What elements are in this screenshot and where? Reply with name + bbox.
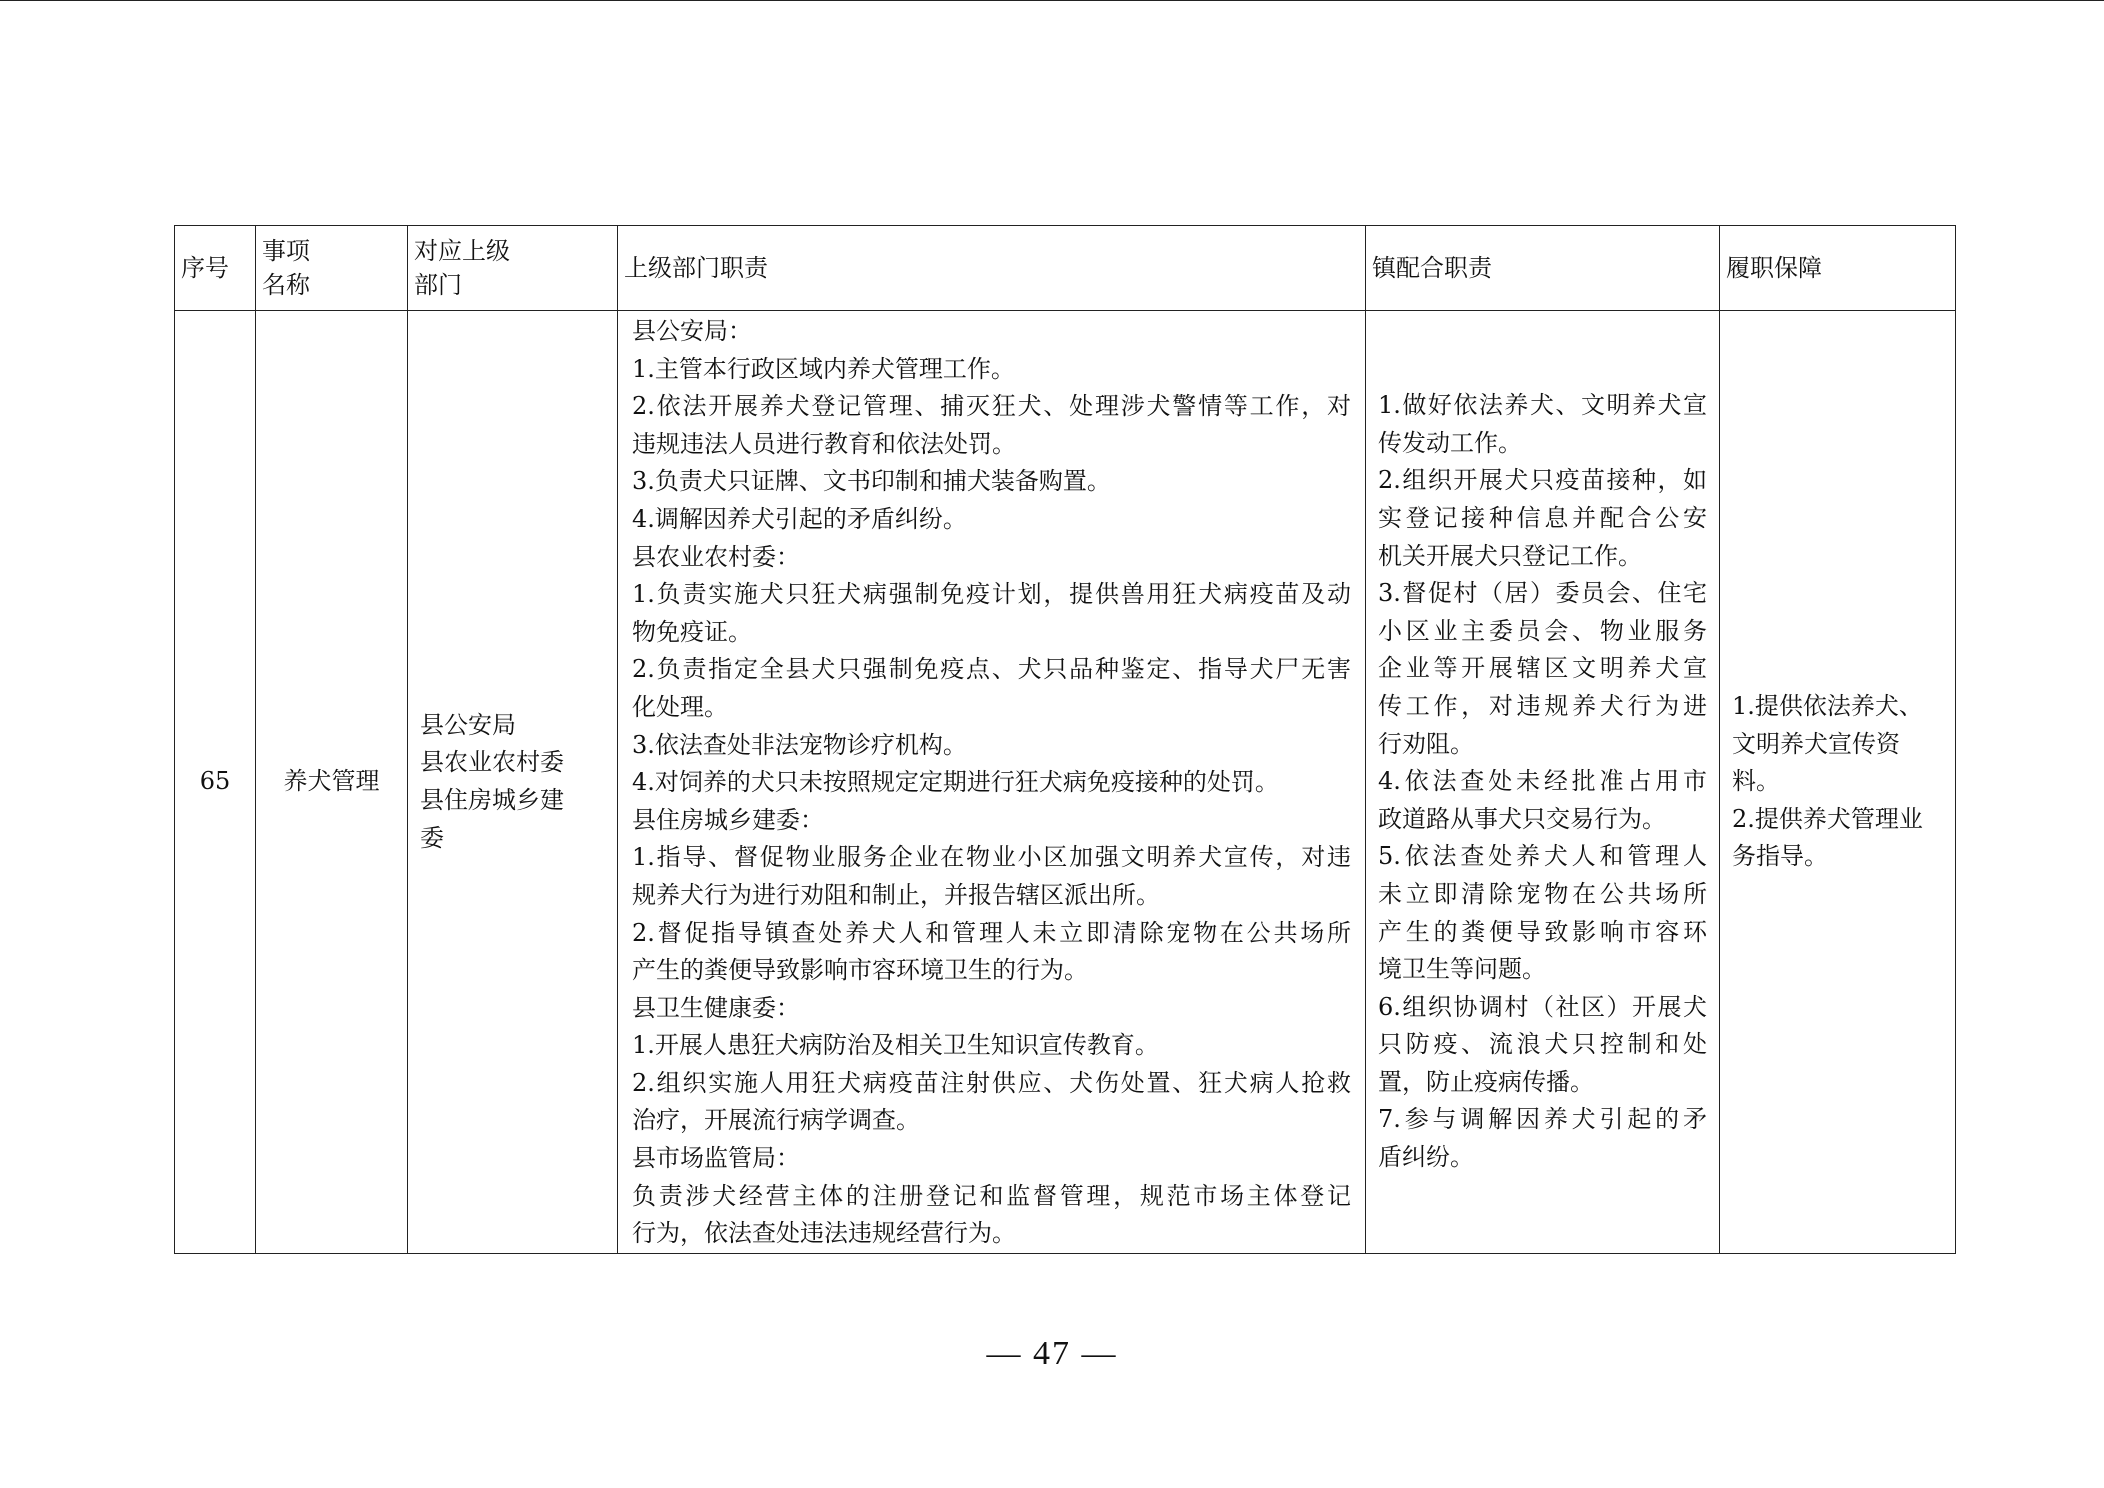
cell-text-line: 传工作，对违规养犬行为进	[1378, 691, 1707, 720]
cell-text-line: 3.负责犬只证牌、文书印制和捕犬装备购置。	[632, 467, 1111, 496]
cell-text-line: 名称	[262, 271, 310, 299]
cell-text-line: 小区业主委员会、物业服务	[1378, 616, 1707, 645]
cell-text-line: 盾纠纷。	[1378, 1143, 1474, 1172]
page-number: — 47 —	[986, 1335, 1118, 1372]
cell-text-line: 1.主管本行政区域内养犬管理工作。	[632, 354, 1015, 383]
cell-text-line: 产生的粪便导致影响市容环境卫生的行为。	[632, 956, 1088, 985]
cell-text-line: 事项	[262, 237, 310, 265]
header-item-name	[256, 226, 408, 311]
cell-text-line: 1.做好依法养犬、文明养犬宣	[1378, 391, 1707, 420]
cell-text-line: 上级部门职责	[624, 254, 768, 282]
cell-text-line: 4.依法查处未经批准占用市	[1378, 767, 1707, 796]
cell-seq: 65	[175, 311, 256, 1254]
cell-text-line: 序号	[181, 254, 229, 282]
cell-guarantee	[1720, 311, 1956, 1254]
header-superior-duties	[618, 226, 1366, 311]
cell-text-line: 县公安局：	[632, 317, 752, 345]
cell-text-line: 料。	[1732, 767, 1780, 796]
cell-text-line: 违规违法人员进行教育和依法处罚。	[632, 429, 1016, 458]
cell-text-line: 2.负责指定全县犬只强制免疫点、犬只品种鉴定、指导犬尸无害	[632, 655, 1351, 684]
cell-text-line: 物免疫证。	[632, 617, 752, 646]
cell-text-line: 县农业农村委	[420, 748, 564, 777]
cell-text-line: 3.督促村（居）委员会、住宅	[1378, 579, 1707, 608]
header-seq	[175, 226, 256, 311]
cell-text-line: 2.提供养犬管理业	[1732, 804, 1923, 833]
cell-text-line: 1.指导、督促物业服务企业在物业小区加强文明养犬宣传，对违	[632, 843, 1351, 872]
cell-superior-dept	[408, 311, 618, 1254]
cell-text-line: 务指导。	[1732, 842, 1828, 871]
cell-item-name: 养犬管理	[256, 311, 408, 1254]
cell-text-line: 县住房城乡建委：	[632, 805, 824, 834]
cell-text-line: 4.调解因养犬引起的矛盾纠纷。	[632, 504, 967, 533]
cell-text-line: 1.提供依法养犬、	[1732, 691, 1923, 720]
cell-text-line: 只防疫、流浪犬只控制和处	[1378, 1030, 1707, 1059]
table-row	[175, 311, 1956, 1254]
table-header-row	[175, 226, 1956, 311]
cell-text-line: 未立即清除宠物在公共场所	[1378, 879, 1707, 908]
cell-text-line: 治疗，开展流行病学调查。	[632, 1106, 920, 1135]
cell-text-line: 政道路从事犬只交易行为。	[1378, 804, 1666, 833]
cell-text-line: 1.负责实施犬只狂犬病强制免疫计划，提供兽用狂犬病疫苗及动	[632, 580, 1351, 609]
cell-text-line: 镇配合职责	[1372, 254, 1492, 282]
cell-text-line: 2.组织实施人用狂犬病疫苗注射供应、犬伤处置、狂犬病人抢救	[632, 1068, 1351, 1097]
cell-text-line: 1.开展人患狂犬病防治及相关卫生知识宣传教育。	[632, 1031, 1159, 1060]
cell-text-line: 行劝阻。	[1378, 729, 1474, 758]
cell-text-line: 行为，依法查处违法违规经营行为。	[632, 1219, 1016, 1248]
cell-text-line: 委	[420, 823, 444, 852]
cell-text-line: 机关开展犬只登记工作。	[1378, 541, 1642, 570]
cell-text-line: 县公安局	[420, 710, 516, 739]
cell-text-line: 部门	[414, 271, 462, 299]
header-superior-dept	[408, 226, 618, 311]
header-town-duties	[1366, 226, 1720, 311]
header-guarantee	[1720, 226, 1956, 311]
cell-text-line: 规养犬行为进行劝阻和制止，并报告辖区派出所。	[632, 880, 1160, 909]
cell-text-line: 6.组织协调村（社区）开展犬	[1378, 992, 1707, 1021]
cell-superior-duties	[618, 311, 1366, 1254]
cell-text-line: 文明养犬宣传资	[1732, 729, 1900, 758]
cell-text-line: 置，防止疫病传播。	[1378, 1067, 1594, 1096]
cell-text-line: 县卫生健康委：	[632, 993, 800, 1022]
cell-text-line: 县市场监管局：	[632, 1144, 800, 1173]
cell-text-line: 化处理。	[632, 692, 728, 721]
cell-text-line: 产生的粪便导致影响市容环	[1378, 917, 1707, 946]
cell-town-duties	[1366, 311, 1720, 1254]
duty-table	[174, 225, 1956, 1254]
top-border-line	[0, 0, 2104, 1]
cell-text-line: 7.参与调解因养犬引起的矛	[1378, 1105, 1707, 1134]
cell-text-line: 境卫生等问题。	[1378, 955, 1546, 984]
cell-text-line: 县农业农村委：	[632, 542, 800, 571]
cell-text-line: 4.对饲养的犬只未按照规定定期进行狂犬病免疫接种的处罚。	[632, 768, 1279, 797]
cell-text-line: 履职保障	[1726, 254, 1822, 282]
cell-text-line: 2.组织开展犬只疫苗接种，如	[1378, 466, 1707, 495]
cell-text-line: 传发动工作。	[1378, 428, 1522, 457]
cell-text-line: 实登记接种信息并配合公安	[1378, 503, 1707, 532]
cell-text-line: 企业等开展辖区文明养犬宣	[1378, 654, 1707, 683]
cell-text-line: 2.依法开展养犬登记管理、捕灭狂犬、处理涉犬警情等工作，对	[632, 392, 1351, 421]
cell-text-line: 3.依法查处非法宠物诊疗机构。	[632, 730, 967, 759]
cell-text-line: 对应上级	[414, 237, 510, 265]
cell-text-line: 5.依法查处养犬人和管理人	[1378, 842, 1707, 871]
cell-text-line: 县住房城乡建	[420, 785, 564, 814]
cell-text-line: 负责涉犬经营主体的注册登记和监督管理，规范市场主体登记	[632, 1181, 1351, 1210]
cell-text-line: 2.督促指导镇查处养犬人和管理人未立即清除宠物在公共场所	[632, 918, 1351, 947]
